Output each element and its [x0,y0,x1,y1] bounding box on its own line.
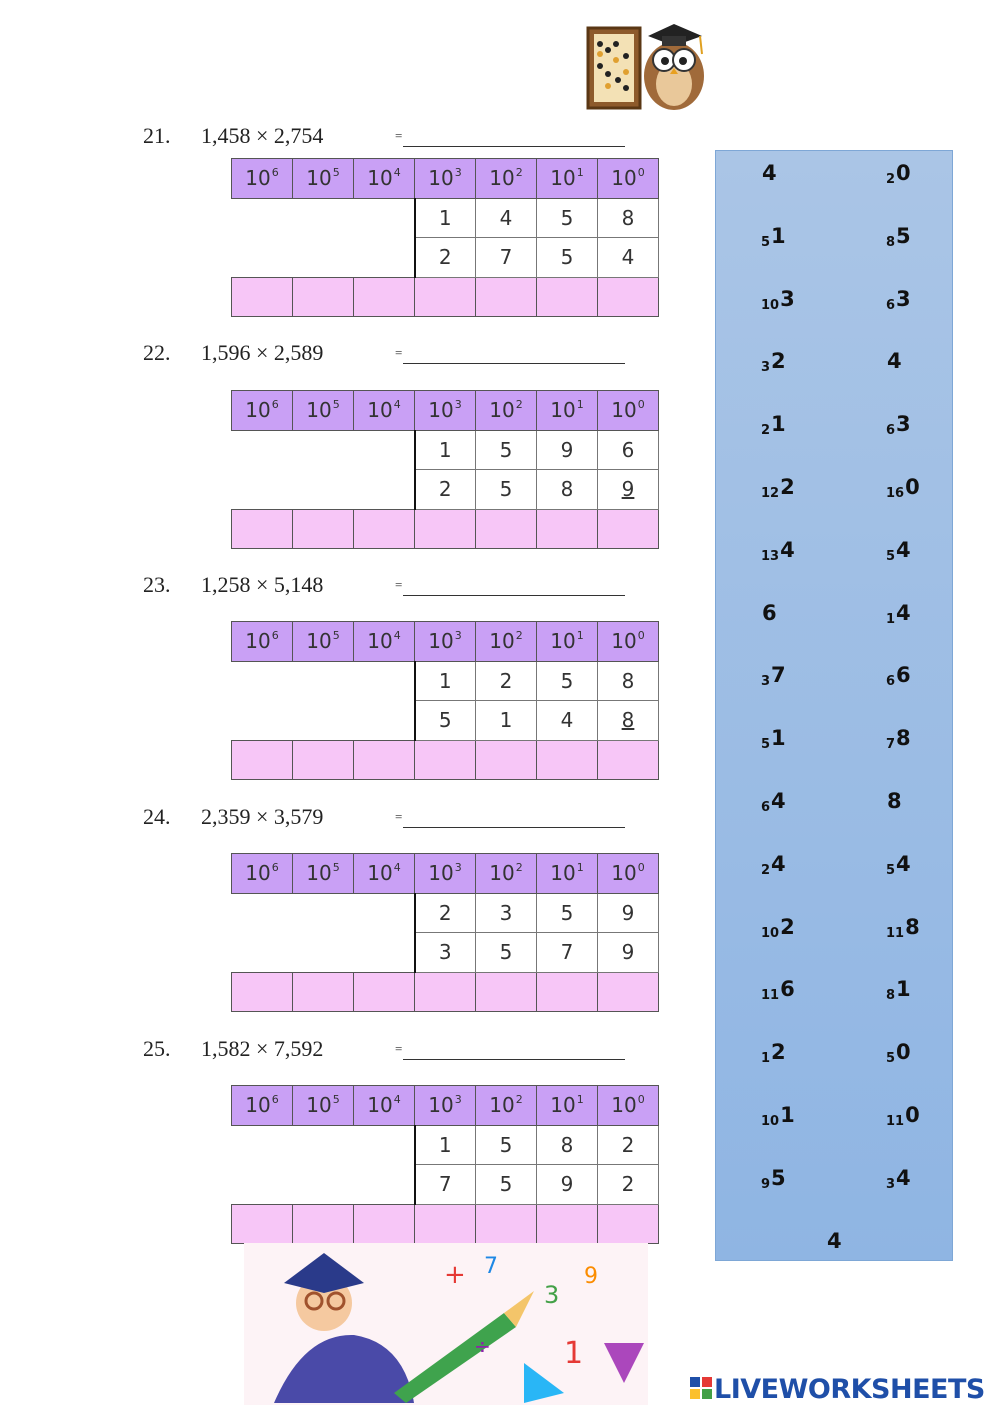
digit-cell: 5 [476,933,537,973]
digit-cell: 8 [598,661,659,701]
question-number: 23. [143,572,171,597]
answer-drop-cell[interactable] [293,972,354,1012]
place-value-grid [231,158,659,317]
power-header: $10^6$ [232,391,293,431]
power-header: $10^5$ [293,391,354,431]
digit-cell: 1 [415,430,476,470]
answer-chip[interactable] [761,915,795,941]
power-header: $10^5$ [293,622,354,662]
answer-input[interactable] [403,125,625,147]
multiplication-expression: 1,582 × 7,592 [201,1036,324,1061]
digit-cell: 5 [476,470,537,510]
chip-digit: 5 [771,1165,786,1190]
answer-drop-cell[interactable] [232,277,293,317]
chip-subscript: 2 [886,172,896,187]
power-header: $10^6$ [232,622,293,662]
power-header: $10^1$ [537,854,598,894]
chip-digit: 6 [780,977,795,1002]
digit-cell: 7 [476,238,537,278]
power-header: $10^2$ [476,391,537,431]
question-line [143,118,625,154]
chip-digit: 8 [896,726,911,751]
chip-digit: 0 [896,161,911,185]
digit-cell: 4 [537,701,598,741]
answer-chip[interactable] [886,224,911,250]
chip-digit: 8 [887,789,902,813]
answer-chip[interactable] [761,161,777,187]
answer-chip[interactable] [886,1103,920,1129]
header-row [232,1086,659,1126]
digit-cell: 2 [476,661,537,701]
chip-digit: 1 [771,412,786,437]
power-header: $10^6$ [232,159,293,199]
chip-digit: 1 [896,977,911,1002]
answer-drop-cell[interactable] [232,972,293,1012]
digit-cell: 1 [476,701,537,741]
answer-chip[interactable] [886,1166,911,1192]
answer-chip[interactable] [761,1103,795,1129]
answer-row [232,740,659,780]
power-header: $10^4$ [354,391,415,431]
liveworksheets-mark-icon [690,1377,714,1401]
chip-digit: 3 [896,412,911,437]
chip-subscript: 3 [761,360,771,376]
multiplicand-row [232,893,659,933]
digit-cell: 5 [537,238,598,278]
digit-cell: 4 [598,238,659,278]
digit-cell: 5 [537,198,598,238]
multiplicand-row [232,198,659,238]
answer-drop-cell[interactable] [415,972,476,1012]
answer-drop-cell[interactable] [476,509,537,549]
chip-subscript: 13 [761,548,780,564]
digit-cell: 2 [415,893,476,933]
chip-subscript: 10 [761,1114,780,1129]
power-header: $10^6$ [232,1086,293,1126]
answer-drop-cell[interactable] [232,1204,293,1244]
svg-text:÷: ÷ [474,1334,491,1358]
chip-digit: 1 [780,1103,795,1127]
question-number: 21. [143,123,171,148]
chip-digit: 3 [780,286,795,311]
answer-drop-cell[interactable] [232,740,293,780]
chip-digit: 0 [905,475,920,499]
liveworksheets-logo [690,1372,985,1406]
answer-drop-cell[interactable] [476,740,537,780]
digit-cell: 7 [537,933,598,973]
owl-abacus-illustration [586,14,712,112]
multiplication-expression: 1,458 × 2,754 [201,123,324,148]
place-value-grid [231,390,659,549]
answer-chip[interactable] [886,538,911,564]
answer-chip[interactable] [886,601,911,627]
chip-digit: 1 [771,726,786,751]
chip-subscript: 8 [886,234,896,250]
power-header: $10^4$ [354,1086,415,1126]
chip-subscript: 6 [886,297,896,313]
chip-digit: 4 [771,851,786,876]
power-header: $10^5$ [293,1086,354,1126]
power-header: $10^4$ [354,622,415,662]
chip-subscript: 3 [761,674,771,690]
power-header: $10^5$ [293,159,354,199]
answer-input[interactable] [403,574,625,596]
chip-digit: 4 [896,851,911,876]
digit-cell: 8 [537,470,598,510]
answer-chip[interactable] [761,349,786,375]
chip-subscript: 6 [761,800,771,815]
svg-text:9: 9 [584,1264,598,1289]
answer-chip[interactable] [886,852,911,878]
answer-chip[interactable] [886,475,920,501]
chip-digit: 2 [771,349,786,374]
digit-cell: 5 [537,893,598,933]
chip-subscript: 3 [886,1176,896,1192]
power-header: $10^1$ [537,391,598,431]
answer-drop-cell[interactable] [537,509,598,549]
multiplication-expression: 2,359 × 3,579 [201,804,324,829]
answer-chip[interactable] [761,601,777,627]
answer-drop-cell[interactable] [598,509,659,549]
question-number: 24. [143,804,171,829]
question-line [143,1031,625,1067]
answer-chip[interactable] [886,161,911,187]
answer-chip[interactable] [886,915,920,941]
chip-digit: 2 [780,914,795,939]
place-value-grid [231,1085,659,1244]
answer-chip[interactable] [886,663,911,689]
answer-drop-cell[interactable] [598,740,659,780]
answer-drop-cell[interactable] [354,740,415,780]
digit-cell: 3 [476,893,537,933]
answer-input[interactable] [403,1038,625,1060]
answer-row [232,1204,659,1244]
answer-chip[interactable] [761,977,795,1003]
digit-cell: 1 [415,198,476,238]
answer-row [232,972,659,1012]
answer-drop-cell[interactable] [354,277,415,317]
answer-chip[interactable] [761,412,786,438]
chip-subscript: 5 [761,234,771,250]
chip-subscript: 10 [761,925,780,941]
chip-subscript: 1 [761,1051,771,1067]
answer-drop-cell[interactable] [537,972,598,1012]
digit-cell: 9 [598,933,659,973]
wizard-math-illustration [244,1243,648,1405]
power-header: $10^0$ [598,1086,659,1126]
power-header: $10^5$ [293,854,354,894]
answer-drop-cell[interactable] [537,1204,598,1244]
digit-cell: 1 [415,661,476,701]
digit-cell: 5 [537,661,598,701]
equals-sign: = [395,128,403,143]
answer-drop-cell[interactable] [293,509,354,549]
answer-drop-cell[interactable] [598,972,659,1012]
digit-cell: 2 [598,1165,659,1205]
svg-text:+: + [444,1260,466,1290]
svg-text:7: 7 [484,1254,498,1279]
power-header: $10^2$ [476,159,537,199]
answer-drop-cell[interactable] [232,509,293,549]
answer-chip[interactable] [761,538,795,564]
power-header: $10^2$ [476,854,537,894]
power-header: $10^6$ [232,854,293,894]
multiplicand-row [232,430,659,470]
digit-cell: 8 [537,1125,598,1165]
answer-chip[interactable] [761,852,786,878]
multiplier-row [232,933,659,973]
chip-digit: 4 [896,1165,911,1190]
answer-drop-cell[interactable] [293,277,354,317]
chip-digit: 1 [771,223,786,248]
chip-subscript: 9 [761,1176,771,1192]
multiplication-expression: 1,596 × 2,589 [201,340,324,365]
digit-cell: 9 [598,470,659,510]
answer-chip[interactable] [886,726,911,752]
svg-text:3: 3 [544,1281,560,1309]
answer-drop-cell[interactable] [354,509,415,549]
power-header: $10^0$ [598,854,659,894]
header-row [232,159,659,199]
answer-chip[interactable] [886,287,911,313]
answer-drop-cell[interactable] [415,509,476,549]
chip-digit: 0 [896,1040,911,1065]
answer-chip[interactable] [761,789,786,815]
chip-digit: 4 [887,349,902,374]
chip-subscript: 2 [761,862,771,878]
question-line [143,799,625,835]
equals-sign: = [395,809,403,824]
chip-digit: 2 [780,475,795,499]
power-header: $10^3$ [415,854,476,894]
digit-cell: 2 [598,1125,659,1165]
multiplicand-row [232,1125,659,1165]
power-header: $10^3$ [415,391,476,431]
equals-sign: = [395,345,403,360]
answer-chip[interactable] [886,1040,911,1066]
digit-cell: 5 [476,1165,537,1205]
answer-row [232,509,659,549]
chip-subscript: 10 [761,297,780,313]
digit-cell: 2 [415,470,476,510]
place-value-grid [231,853,659,1012]
multiplier-row [232,1165,659,1205]
answer-drop-cell[interactable] [476,972,537,1012]
answer-drop-cell[interactable] [354,972,415,1012]
digit-cell: 9 [537,1165,598,1205]
chip-subscript: 5 [886,1051,896,1067]
chip-subscript: 11 [761,988,780,1004]
answer-input[interactable] [403,342,625,364]
digit-cell: 5 [415,701,476,741]
power-header: $10^4$ [354,854,415,894]
chip-digit: 6 [896,663,911,688]
answer-drop-cell[interactable] [354,1204,415,1244]
answer-chip[interactable] [761,726,786,752]
chip-digit: 4 [771,789,786,813]
answer-drop-cell[interactable] [537,740,598,780]
equals-sign: = [395,577,403,592]
chip-digit: 0 [905,1103,920,1127]
chip-subscript: 11 [886,925,905,941]
answer-drop-cell[interactable] [415,1204,476,1244]
multiplier-row [232,470,659,510]
power-header: $10^1$ [537,1086,598,1126]
chip-subscript: 6 [886,674,896,690]
question-line [143,335,625,371]
power-header: $10^2$ [476,1086,537,1126]
answer-chip[interactable] [761,475,795,501]
chip-digit: 4 [780,537,795,562]
header-row [232,622,659,662]
answer-chip[interactable] [886,412,911,438]
chip-digit: 4 [827,1228,842,1253]
header-row [232,854,659,894]
chip-subscript: 16 [886,486,905,501]
chip-digit: 4 [896,537,911,562]
header-row [232,391,659,431]
power-header: $10^0$ [598,622,659,662]
answer-chip[interactable] [761,1040,786,1066]
chip-digit: 2 [771,1040,786,1065]
answer-drop-cell[interactable] [293,1204,354,1244]
answer-input[interactable] [403,806,625,828]
brand-name: LIVEWORKSHEETS [714,1373,985,1405]
digit-cell: 8 [598,198,659,238]
chip-subscript: 11 [886,1114,905,1129]
answer-drop-cell[interactable] [598,1204,659,1244]
digit-cell: 2 [415,238,476,278]
question-line [143,567,625,603]
power-header: $10^1$ [537,622,598,662]
answer-chip[interactable] [761,287,795,313]
place-value-grid [231,621,659,780]
answer-chip[interactable] [761,1166,786,1192]
answer-bank-panel [715,150,953,1261]
chip-digit: 6 [762,600,777,625]
power-header: $10^2$ [476,622,537,662]
multiplicand-row [232,661,659,701]
power-header: $10^1$ [537,159,598,199]
digit-cell: 1 [415,1125,476,1165]
chip-subscript: 1 [886,611,896,627]
answer-chip[interactable] [886,789,902,815]
chip-subscript: 6 [886,423,896,439]
answer-drop-cell[interactable] [476,277,537,317]
chip-subscript: 5 [886,862,896,878]
digit-cell: 5 [476,1125,537,1165]
multiplier-row [232,701,659,741]
answer-drop-cell[interactable] [598,277,659,317]
svg-text:1: 1 [564,1336,584,1371]
digit-cell: 3 [415,933,476,973]
digit-cell: 9 [537,430,598,470]
question-number: 22. [143,340,171,365]
power-header: $10^3$ [415,159,476,199]
answer-chip[interactable] [886,977,911,1003]
chip-subscript: 2 [761,423,771,439]
chip-digit: 4 [896,600,911,625]
answer-drop-cell[interactable] [415,740,476,780]
chip-digit: 8 [905,914,920,939]
digit-cell: 9 [598,893,659,933]
chip-subscript: 7 [886,737,896,753]
chip-subscript: 5 [886,548,896,564]
power-header: $10^0$ [598,391,659,431]
answer-chip[interactable] [886,349,902,375]
answer-chip[interactable] [761,224,786,250]
digit-cell: 8 [598,701,659,741]
answer-drop-cell[interactable] [293,740,354,780]
chip-digit: 7 [771,663,786,688]
multiplication-expression: 1,258 × 5,148 [201,572,324,597]
answer-drop-cell[interactable] [537,277,598,317]
power-header: $10^3$ [415,622,476,662]
answer-row [232,277,659,317]
digit-cell: 5 [476,430,537,470]
digit-cell: 4 [476,198,537,238]
chip-digit: 5 [896,223,911,248]
chip-subscript: 12 [761,486,780,501]
power-header: $10^4$ [354,159,415,199]
power-header: $10^3$ [415,1086,476,1126]
power-header: $10^0$ [598,159,659,199]
equals-sign: = [395,1041,403,1056]
chip-subscript: 8 [886,988,896,1004]
chip-digit: 3 [896,286,911,311]
chip-digit: 4 [762,161,777,185]
question-number: 25. [143,1036,171,1061]
digit-cell: 6 [598,430,659,470]
multiplier-row [232,238,659,278]
answer-chip[interactable] [761,663,786,689]
answer-drop-cell[interactable] [476,1204,537,1244]
answer-drop-cell[interactable] [415,277,476,317]
answer-chip[interactable] [826,1229,842,1255]
chip-subscript: 5 [761,737,771,753]
digit-cell: 7 [415,1165,476,1205]
